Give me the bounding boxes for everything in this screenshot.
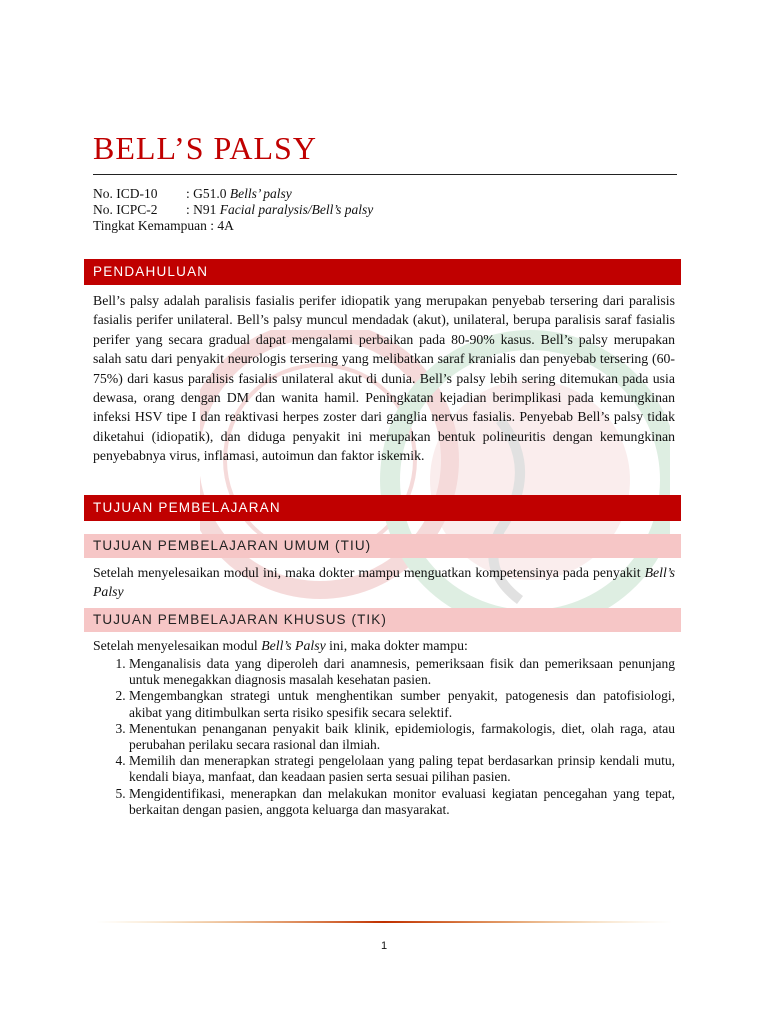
tiu-emphasis: Bell’s Palsy	[93, 565, 675, 600]
section-heading-goals: TUJUAN PEMBELAJARAN	[84, 495, 681, 521]
list-item: 3. Menentukan penanganan penyakit baik klinik, epidemiologis, farmakologis, diet, olah raga, atau perubahan perilaku secara rasional dan ilmiah.	[129, 721, 675, 753]
icd-name: Bells’ palsy	[229, 186, 292, 201]
icd-row	[93, 186, 373, 202]
tik-intro-tail: ini, maka dokter mampu:	[325, 638, 468, 653]
icd-code: : G51.0	[186, 186, 230, 201]
page-title: BELL’S PALSY	[93, 130, 317, 166]
tik-list	[93, 656, 675, 818]
tik-intro	[93, 636, 675, 655]
list-item: 4. Memilih dan menerapkan strategi pengelolaan yang paling tepat berdasarkan prinsip kendali mutu, kendali biaya, manfaat, dan keadaan pasien serta sesuai pilihan pasien.	[129, 753, 675, 785]
section-heading-intro: PENDAHULUAN	[84, 259, 681, 285]
icpc-row	[93, 202, 373, 218]
list-item: 2. Mengembangkan strategi untuk menghentikan sumber penyakit, patogenesis dan patofisiologi, akibat yang ditimbulkan serta risiko spesifik secara selektif.	[129, 688, 675, 720]
icpc-code: : N91	[186, 202, 220, 217]
tik-intro-text: Setelah menyelesaikan modul	[93, 638, 262, 653]
page-number: 1	[380, 940, 388, 952]
list-item: 1. Menganalisis data yang diperoleh dari anamnesis, pemeriksaan fisik dan pemeriksaan penunjang untuk menegakkan diagnosis masalah kesehatan pasien.	[129, 656, 675, 688]
tiu-paragraph	[93, 563, 675, 602]
footer-divider	[95, 920, 673, 924]
list-item: 5. Mengidentifikasi, menerapkan dan melakukan monitor evaluasi kegiatan pencegahan yang tepat, berkaitan dengan pasien, anggota keluarga dan masyarakat.	[129, 786, 675, 818]
icpc-label: No. ICPC-2	[93, 202, 158, 217]
tiu-text: Setelah menyelesaikan modul ini, maka dokter mampu menguatkan kompetensinya pada penyakit	[93, 565, 645, 580]
title-divider	[93, 174, 677, 175]
subsection-heading-tik: TUJUAN PEMBELAJARAN KHUSUS (TIK)	[84, 608, 681, 632]
competency-level: Tingkat Kemampuan : 4A	[93, 218, 234, 233]
intro-paragraph: Bell’s palsy adalah paralisis fasialis perifer idiopatik yang merupakan penyebab tersering dari paralisis fasialis perifer unilateral. Bell’s palsy muncul mendadak (akut), unilateral, berupa paralisis saraf fasialis perifer yang secara gradual dapat mengalami perbaikan pada 80-90% kasus. Bell’s palsy merupakan salah satu dari penyakit neurologis tersering yang melibatkan saraf kranialis dan penyebab tersering (60-75%) dari kasus paralisis fasialis unilateral akut di dunia. Bell’s palsy lebih sering ditemukan pada usia dewasa, orang dengan DM dan wanita hamil. Peningkatan kejadian berimplikasi pada kemungkinan infeksi HSV tipe I dan reaktivasi herpes zoster dari ganglia nervus fasialis. Penyebab Bell’s palsy tidak diketahui (idiopatik), dan diduga penyakit ini merupakan bentuk polineuritis dengan kemungkinan penyebabnya virus, inflamasi, autoimun dan faktor iskemik.	[93, 293, 675, 464]
icd-label: No. ICD-10	[93, 186, 158, 201]
icpc-name: Facial paralysis/Bell’s palsy	[219, 202, 374, 217]
tik-intro-emphasis: Bell’s Palsy	[261, 638, 326, 653]
classification-block	[93, 186, 373, 234]
subsection-heading-tiu: TUJUAN PEMBELAJARAN UMUM (TIU)	[84, 534, 681, 558]
